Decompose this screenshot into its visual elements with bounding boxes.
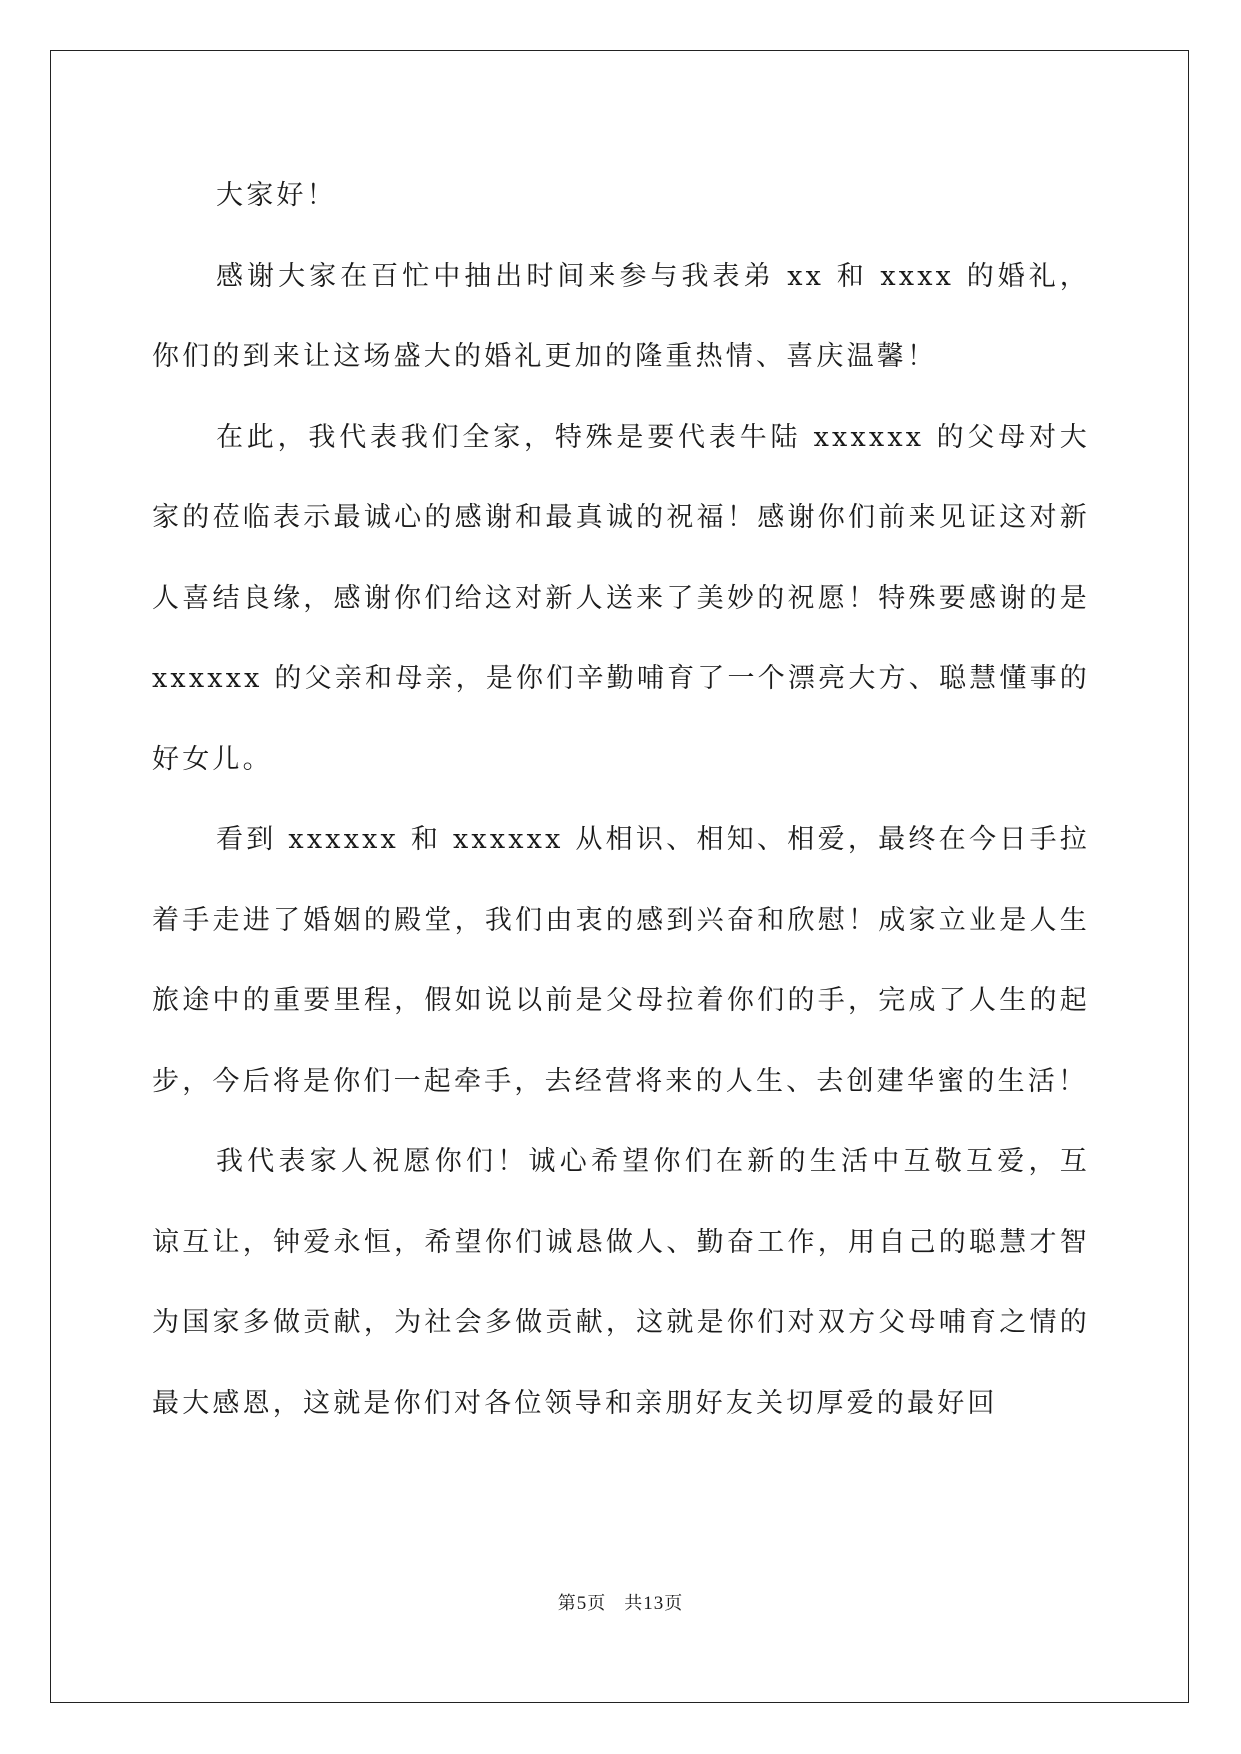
document-body <box>152 156 1090 1444</box>
page-footer <box>0 1592 1241 1616</box>
page-number: 5 <box>576 1593 588 1614</box>
paragraph-thanks: 感谢大家在百忙中抽出时间来参与我表弟 xx 和 xxxx 的婚礼，你们的到来让这场盛大的婚礼更加的隆重热情、喜庆温馨！ <box>152 260 1090 372</box>
total-pages: 13 <box>643 1593 665 1614</box>
paragraph-marriage: 看到 xxxxxx 和 xxxxxx 从相识、相知、相爱，最终在今日手拉着手走进了婚姻的殿堂，我们由衷的感到兴奋和欣慰！成家立业是人生旅途中的重要里程，假如说以前是父母拉着你们的手，完成了人生的起步，今后将是你们一起牵手，去经营将来的人生、去创建华蜜的生活！ <box>152 824 1090 1097</box>
paragraph-family-thanks: 在此，我代表我们全家，特殊是要代表牛陆 xxxxxx 的父母对大家的莅临表示最诚心的感谢和最真诚的祝福！感谢你们前来见证这对新人喜结良缘，感谢你们给这对新人送来了美妙的祝愿！特殊要感谢的是 xxxxxx 的父亲和母亲，是你们辛勤哺育了一个漂亮大方、聪慧懂事的好女儿。 <box>152 421 1090 775</box>
page-suffix: 页 <box>587 1593 607 1614</box>
page-prefix: 第 <box>557 1593 577 1614</box>
paragraph-greeting: 大家好！ <box>216 180 337 211</box>
paragraph-blessing: 我代表家人祝愿你们！诚心希望你们在新的生活中互敬互爱，互谅互让，钟爱永恒，希望你们诚恳做人、勤奋工作，用自己的聪慧才智为国家多做贡献，为社会多做贡献，这就是你们对双方父母哺育之情的最大感恩，这就是你们对各位领导和亲朋好友关切厚爱的最好回 <box>152 1146 1090 1419</box>
total-prefix: 共 <box>624 1593 644 1614</box>
total-suffix: 页 <box>664 1593 684 1614</box>
